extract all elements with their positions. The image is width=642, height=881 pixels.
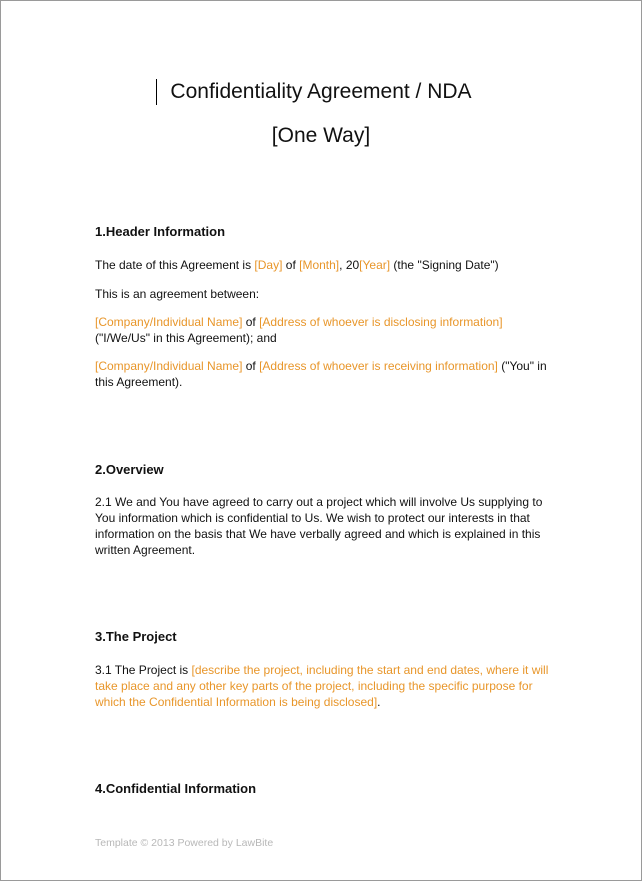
section3-suffix: . <box>377 695 381 709</box>
footer-text: Template © 2013 Powered by LawBite <box>95 837 274 849</box>
party2-name-placeholder: [Company/Individual Name] <box>95 359 243 373</box>
party1-of: of <box>242 315 260 329</box>
party2-of: of <box>242 359 260 373</box>
section1-heading[interactable]: 1.Header Information <box>95 224 226 239</box>
document-title[interactable]: Confidentiality Agreement / NDA <box>170 80 472 103</box>
section3-paragraph[interactable] <box>95 662 550 710</box>
date-text1: The date of this Agreement is <box>95 258 255 272</box>
party2-address-placeholder: [Address of whoever is receiving information] <box>259 359 498 373</box>
date-text2: of <box>282 258 300 272</box>
section4-heading[interactable]: 4.Confidential Information <box>95 781 257 796</box>
project-description-placeholder: [describe the project, including the start and end dates, where it will take place and any other key parts of the project, including the specific purpose for which the Confidential Information is being disclosed] <box>95 663 549 709</box>
party2-paragraph[interactable] <box>95 358 555 390</box>
party1-name-placeholder: [Company/Individual Name] <box>95 315 243 329</box>
section2-heading[interactable]: 2.Overview <box>95 462 164 477</box>
party2-suffix: ("You" in this Agreement). <box>95 359 547 389</box>
party1-address-placeholder: [Address of whoever is disclosing information] <box>259 315 503 329</box>
day-placeholder: [Day] <box>254 258 283 272</box>
section3-heading[interactable]: 3.The Project <box>95 629 177 644</box>
date-text3: , 20 <box>339 258 360 272</box>
section2-paragraph[interactable]: 2.1 We and You have agreed to carry out a project which will involve Us supplying to You information which is confidential to Us. We wish to protect our interests in that information on the basis that We have verbally agreed and which is explained in this written Agreement. <box>95 495 543 557</box>
year-placeholder: [Year] <box>359 258 391 272</box>
section3-prefix: 3.1 The Project is <box>95 663 192 677</box>
month-placeholder: [Month] <box>299 258 340 272</box>
date-line[interactable] <box>95 257 565 273</box>
document-subtitle[interactable]: [One Way] <box>271 124 371 147</box>
date-text4: (the "Signing Date") <box>390 258 499 272</box>
between-line[interactable]: This is an agreement between: <box>95 287 260 301</box>
party1-paragraph[interactable] <box>95 314 565 346</box>
party1-suffix: ("I/We/Us" in this Agreement); and <box>95 331 277 345</box>
